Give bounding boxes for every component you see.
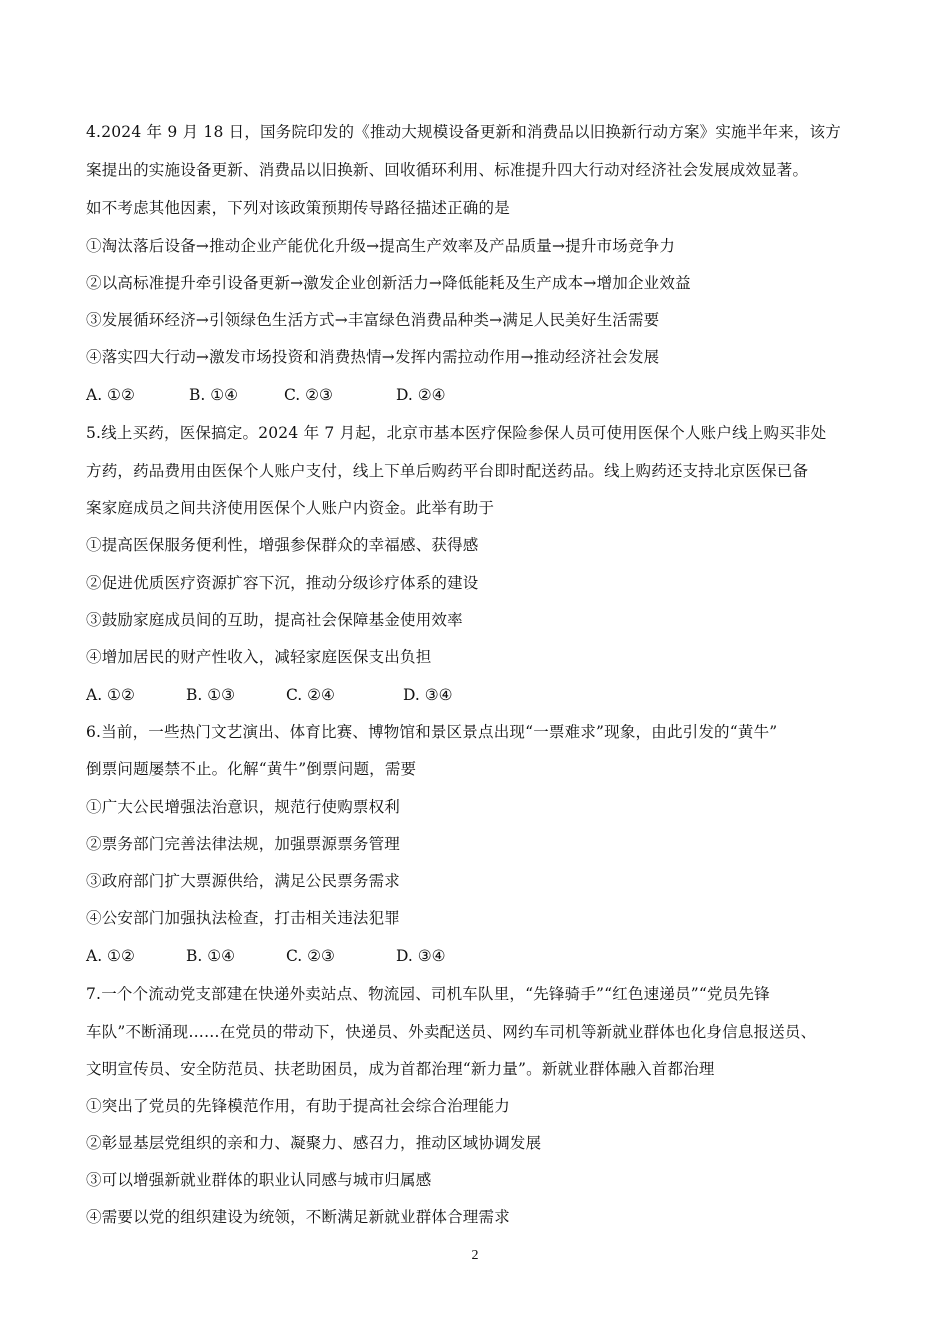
question-6-item-4: ④公安部门加强执法检查，打击相关违法犯罪 bbox=[86, 909, 401, 927]
question-4-stem-line-2: 案提出的实施设备更新、消费品以旧换新、回收循环利用、标准提升四大行动对经济社会发展成效显著。 bbox=[86, 161, 809, 179]
question-4-item-4: ④落实四大行动→激发市场投资和消费热情→发挥内需拉动作用→推动经济社会发展 bbox=[86, 348, 660, 366]
option-c: C. ②③ bbox=[284, 386, 333, 404]
question-6-item-3: ③政府部门扩大票源供给，满足公民票务需求 bbox=[86, 872, 401, 890]
question-7-item-3: ③可以增强新就业群体的职业认同感与城市归属感 bbox=[86, 1171, 432, 1189]
question-4-item-3: ③发展循环经济→引领绿色生活方式→丰富绿色消费品种类→满足人民美好生活需要 bbox=[86, 311, 660, 329]
question-6-item-1: ①广大公民增强法治意识，规范行使购票权利 bbox=[86, 798, 401, 816]
question-5-item-4: ④增加居民的财产性收入，减轻家庭医保支出负担 bbox=[86, 648, 432, 666]
option-a: A. ①② bbox=[86, 947, 135, 965]
question-5-item-2: ②促进优质医疗资源扩容下沉，推动分级诊疗体系的建设 bbox=[86, 574, 479, 592]
question-7-stem-line-2: 车队”不断涌现……在党员的带动下，快递员、外卖配送员、网约车司机等新就业群体也化身信息报送员、 bbox=[86, 1023, 817, 1041]
question-5-stem-line-1: 5.线上买药，医保搞定。2024 年 7 月起，北京市基本医疗保险参保人员可使用医保个人账户线上购买非处 bbox=[86, 424, 827, 442]
question-4-item-1: ①淘汰落后设备→推动企业产能优化升级→提高生产效率及产品质量→提升市场竞争力 bbox=[86, 237, 676, 255]
question-7-stem-line-3: 文明宣传员、安全防范员、扶老助困员，成为首都治理“新力量”。新就业群体融入首都治理 bbox=[86, 1060, 715, 1078]
question-7-item-4: ④需要以党的组织建设为统领，不断满足新就业群体合理需求 bbox=[86, 1208, 510, 1226]
question-6-stem-line-1: 6.当前，一些热门文艺演出、体育比赛、博物馆和景区景点出现“一票难求”现象，由此引发的“黄牛” bbox=[86, 723, 778, 741]
question-7-item-1: ①突出了党员的先锋模范作用，有助于提高社会综合治理能力 bbox=[86, 1097, 510, 1115]
option-d: D. ③④ bbox=[403, 686, 453, 704]
option-b: B. ①④ bbox=[189, 386, 239, 404]
option-c: C. ②③ bbox=[286, 947, 335, 965]
question-4-stem-line-1: 4.2024 年 9 月 18 日，国务院印发的《推动大规模设备更新和消费品以旧换新行动方案》实施半年来，该方 bbox=[86, 123, 841, 141]
option-d: D. ③④ bbox=[396, 947, 446, 965]
option-a: A. ①② bbox=[86, 386, 135, 404]
question-4-stem-line-3: 如不考虑其他因素，下列对该政策预期传导路径描述正确的是 bbox=[86, 199, 510, 217]
question-7-item-2: ②彰显基层党组织的亲和力、凝聚力、感召力，推动区域协调发展 bbox=[86, 1134, 542, 1152]
option-c: C. ②④ bbox=[286, 686, 335, 704]
question-5-item-3: ③鼓励家庭成员间的互助，提高社会保障基金使用效率 bbox=[86, 611, 463, 629]
question-6-stem-line-2: 倒票问题屡禁不止。化解“黄牛”倒票问题，需要 bbox=[86, 760, 417, 778]
question-5-stem-line-2: 方药，药品费用由医保个人账户支付，线上下单后购药平台即时配送药品。线上购药还支持北京医保已备 bbox=[86, 462, 809, 480]
question-5-item-1: ①提高医保服务便利性，增强参保群众的幸福感、获得感 bbox=[86, 536, 479, 554]
option-b: B. ①③ bbox=[186, 686, 236, 704]
question-6-item-2: ②票务部门完善法律法规，加强票源票务管理 bbox=[86, 835, 401, 853]
page-number: 2 bbox=[471, 1248, 479, 1263]
question-7-stem-line-1: 7.一个个流动党支部建在快递外卖站点、物流园、司机车队里，“先锋骑手”“红色速递员”“党员先锋 bbox=[86, 985, 770, 1003]
question-5-stem-line-3: 案家庭成员之间共济使用医保个人账户内资金。此举有助于 bbox=[86, 499, 495, 517]
option-a: A. ①② bbox=[86, 686, 135, 704]
question-4-item-2: ②以高标准提升牵引设备更新→激发企业创新活力→降低能耗及生产成本→增加企业效益 bbox=[86, 274, 691, 292]
option-d: D. ②④ bbox=[396, 386, 446, 404]
option-b: B. ①④ bbox=[186, 947, 236, 965]
